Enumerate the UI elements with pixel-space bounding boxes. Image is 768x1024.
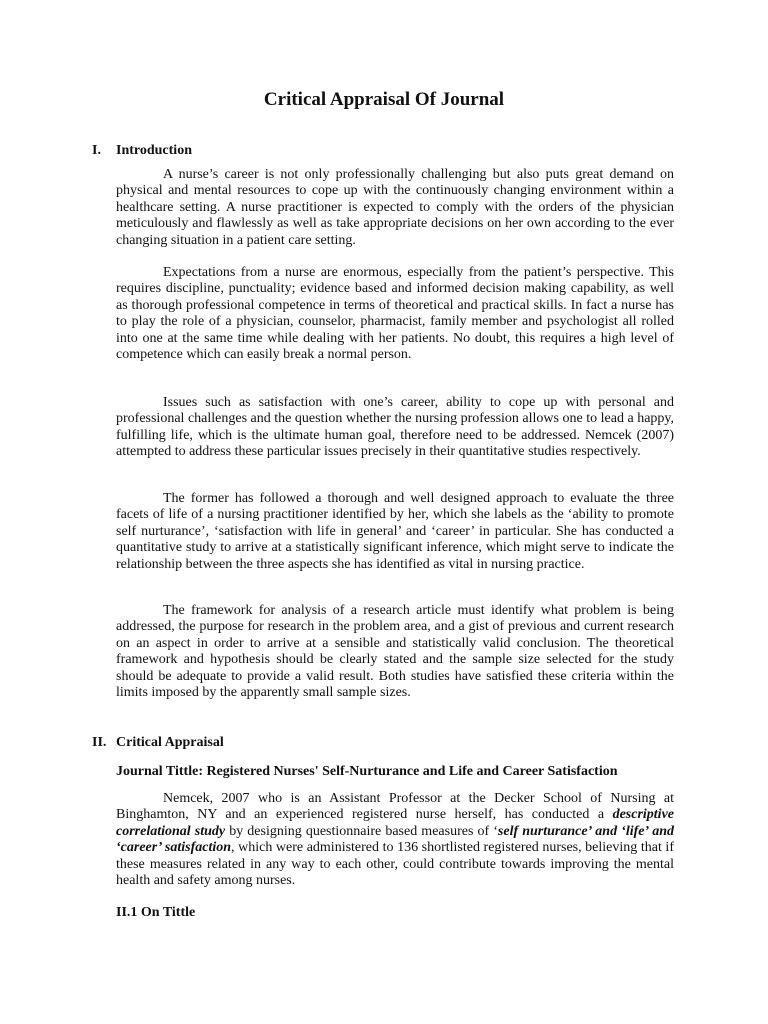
document-title: Critical Appraisal Of Journal xyxy=(263,89,505,110)
critical-appraisal-paragraph: Nemcek, 2007 who is an Assistant Professor at the Decker School of Nursing at Binghamton, NY and an experienced registered nurse herself, has conducted a descriptive correlational study by designing questionnaire based measures of ‘self nurturance’ and ‘life’ and ‘career’ satisfaction, which were administered to 136 shortlisted registered nurses, believing that if these measures related in any way to each other, could contribute towards improving the mental health and safety among nurses. xyxy=(116,791,674,889)
section-number: II. xyxy=(92,735,107,750)
intro-paragraph-2: Expectations from a nurse are enormous, especially from the patient’s perspective. This requires discipline, punctuality; evidence based and informed decision making capability, as well as thorough professional competence in terms of theoretical and practical skills. In fact a nurse has to play the role of a physician, counselor, pharmacist, family member and psychologist all rolled into one at the same time while dealing with her patients. No doubt, this requires a high level of competence which can easily break a normal person. xyxy=(116,265,674,363)
emphasis-measures: self nurturance’ and ‘life’ and ‘career’ satisfaction xyxy=(116,823,674,856)
intro-paragraph-5: The framework for analysis of a research article must identify what problem is being addressed, the purpose for research in the problem area, and a gist of previous and current research on an aspect in order to arrive at a sensible and statistically valid conclusion. The theoretical framework and hypothesis should be clearly stated and the sample size selected for the study should be adequate to provide a valid result. Both studies have satisfied these criteria within the limits imposed by the apparently small sample sizes. xyxy=(116,603,674,701)
section-heading-text: Introduction xyxy=(116,143,192,158)
subsection-heading-on-tittle: II.1 On Tittle xyxy=(116,905,196,920)
intro-paragraph-4: The former has followed a thorough and well designed approach to evaluate the three facets of life of a nursing practitioner identified by her, which she labels as the ‘ability to promote self nurturance’, ‘satisfaction with life in general’ and ‘career’ in particular. She has conducted a quantitative study to arrive at a statistically significant inference, which might serve to indicate the relationship between the three aspects she has identified as vital in nursing practice. xyxy=(116,491,674,572)
journal-title: Journal Tittle: Registered Nurses' Self-Nurturance and Life and Career Satisfaction xyxy=(116,764,618,779)
intro-paragraph-1: A nurse’s career is not only professionally challenging but also puts great demand on physical and mental resources to cope up with the continuously changing environment within a healthcare setting. A nurse practitioner is expected to comply with the orders of the physician meticulously and flawlessly as well as take appropriate decisions on her own according to the ever changing situation in a patient care setting. xyxy=(116,167,674,248)
section-heading-introduction xyxy=(92,142,192,160)
emphasis-study-type: descriptive correlational study xyxy=(116,807,674,839)
section-heading-text: Critical Appraisal xyxy=(116,735,224,750)
section-heading-critical-appraisal xyxy=(92,734,224,752)
section-number: I. xyxy=(92,143,101,158)
intro-paragraph-3: Issues such as satisfaction with one’s career, ability to cope up with personal and professional challenges and the question whether the nursing profession allows one to lead a happy, fulfilling life, which is the ultimate human goal, therefore need to be addressed. Nemcek (2007) attempted to address these particular issues precisely in their quantitative studies respectively. xyxy=(116,395,674,460)
